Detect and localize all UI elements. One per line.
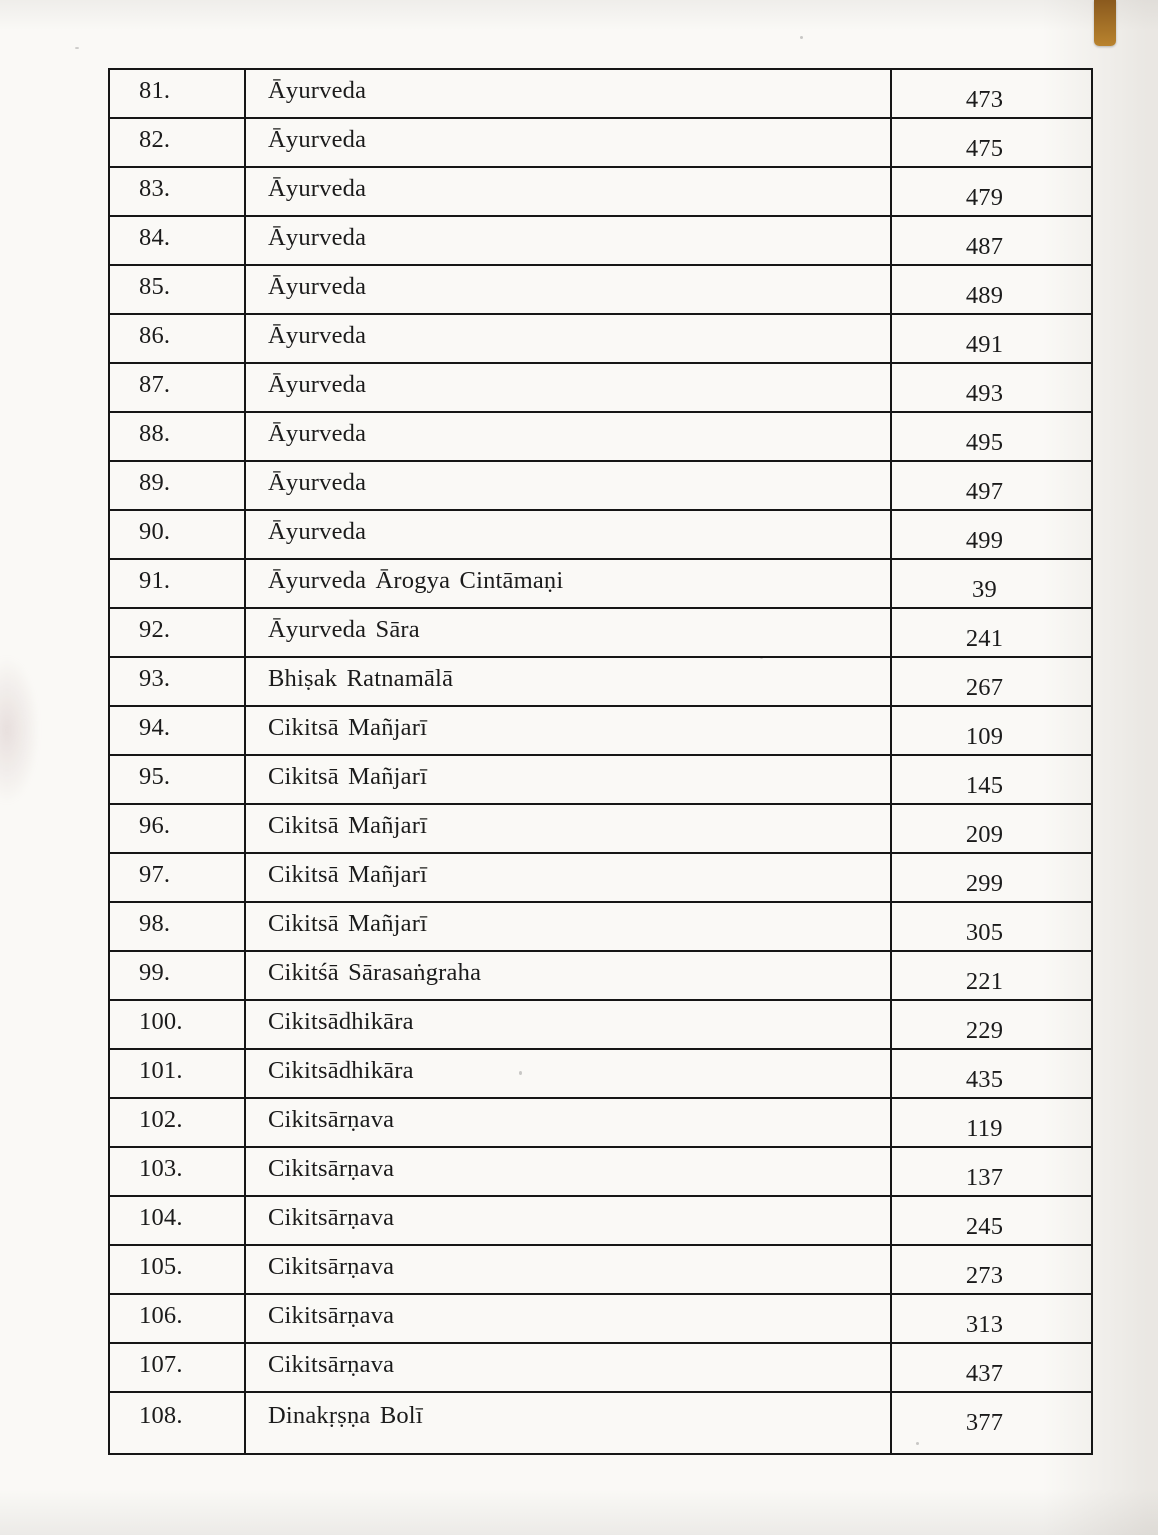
page-number-cell: 435 (891, 1049, 1092, 1098)
title-cell: Cikitsā Mañjarī (245, 804, 891, 853)
serial-number-cell: 102. (109, 1098, 245, 1147)
table-row (109, 265, 1092, 314)
page-number-cell: 229 (891, 1000, 1092, 1049)
table-row (109, 951, 1092, 1000)
page-number-cell: 305 (891, 902, 1092, 951)
page-number-cell: 437 (891, 1343, 1092, 1392)
title-cell: Bhiṣak Ratnamālā (245, 657, 891, 706)
page-number-cell: 119 (891, 1098, 1092, 1147)
serial-number-cell: 87. (109, 363, 245, 412)
table-row (109, 853, 1092, 902)
title-cell: Cikitsārṇava (245, 1245, 891, 1294)
table-row (109, 1098, 1092, 1147)
title-cell: Āyurveda (245, 363, 891, 412)
table-row (109, 1000, 1092, 1049)
title-cell: Cikitsādhikāra (245, 1049, 891, 1098)
title-cell: Āyurveda (245, 461, 891, 510)
serial-number-cell: 82. (109, 118, 245, 167)
page-number-cell: 241 (891, 608, 1092, 657)
table-row (109, 314, 1092, 363)
page-number-cell: 273 (891, 1245, 1092, 1294)
page-number-cell: 479 (891, 167, 1092, 216)
scan-smudge-artifact (0, 655, 40, 805)
serial-number-cell: 105. (109, 1245, 245, 1294)
title-cell: Cikitsārṇava (245, 1098, 891, 1147)
table-row (109, 1245, 1092, 1294)
page-number-cell: 145 (891, 755, 1092, 804)
serial-number-cell: 106. (109, 1294, 245, 1343)
page-number-cell: 209 (891, 804, 1092, 853)
manuscript-index-table (108, 68, 1093, 1455)
serial-number-cell: 83. (109, 167, 245, 216)
title-cell: Dinakṛṣṇa Bolī (245, 1392, 891, 1454)
serial-number-cell: 107. (109, 1343, 245, 1392)
title-cell: Cikitśā Sārasaṅgraha (245, 951, 891, 1000)
serial-number-cell: 101. (109, 1049, 245, 1098)
table-row (109, 1196, 1092, 1245)
serial-number-cell: 99. (109, 951, 245, 1000)
serial-number-cell: 97. (109, 853, 245, 902)
serial-number-cell: 92. (109, 608, 245, 657)
title-cell: Āyurveda (245, 314, 891, 363)
table-row (109, 902, 1092, 951)
table-row (109, 510, 1092, 559)
table-row (109, 657, 1092, 706)
table-row (109, 412, 1092, 461)
scan-speck (75, 47, 79, 49)
serial-number-cell: 96. (109, 804, 245, 853)
table-row (109, 755, 1092, 804)
serial-number-cell: 100. (109, 1000, 245, 1049)
table-row (109, 608, 1092, 657)
page-number-cell: 473 (891, 69, 1092, 118)
table-row (109, 1392, 1092, 1454)
serial-number-cell: 95. (109, 755, 245, 804)
page-number-cell: 299 (891, 853, 1092, 902)
table-row (109, 1294, 1092, 1343)
page-number-cell: 491 (891, 314, 1092, 363)
title-cell: Āyurveda (245, 412, 891, 461)
serial-number-cell: 91. (109, 559, 245, 608)
table-row (109, 559, 1092, 608)
page-number-cell: 377 (891, 1392, 1092, 1454)
serial-number-cell: 104. (109, 1196, 245, 1245)
title-cell: Cikitsārṇava (245, 1147, 891, 1196)
table-row (109, 1343, 1092, 1392)
page-number-cell: 221 (891, 951, 1092, 1000)
table-row (109, 118, 1092, 167)
serial-number-cell: 94. (109, 706, 245, 755)
page-number-cell: 489 (891, 265, 1092, 314)
serial-number-cell: 90. (109, 510, 245, 559)
serial-number-cell: 108. (109, 1392, 245, 1454)
page-number-cell: 495 (891, 412, 1092, 461)
table-row (109, 363, 1092, 412)
table-row (109, 1147, 1092, 1196)
serial-number-cell: 86. (109, 314, 245, 363)
title-cell: Āyurveda Ārogya Cintāmaṇi (245, 559, 891, 608)
title-cell: Cikitsā Mañjarī (245, 706, 891, 755)
serial-number-cell: 103. (109, 1147, 245, 1196)
table-row (109, 804, 1092, 853)
table-row (109, 167, 1092, 216)
serial-number-cell: 98. (109, 902, 245, 951)
page-number-cell: 499 (891, 510, 1092, 559)
page-number-cell: 493 (891, 363, 1092, 412)
title-cell: Cikitsā Mañjarī (245, 902, 891, 951)
title-cell: Āyurveda (245, 265, 891, 314)
title-cell: Āyurveda (245, 510, 891, 559)
table-row (109, 216, 1092, 265)
title-cell: Āyurveda (245, 167, 891, 216)
title-cell: Cikitsārṇava (245, 1343, 891, 1392)
title-cell: Āyurveda (245, 216, 891, 265)
page-number-cell: 39 (891, 559, 1092, 608)
title-cell: Cikitsārṇava (245, 1294, 891, 1343)
table-row (109, 706, 1092, 755)
serial-number-cell: 81. (109, 69, 245, 118)
page-number-cell: 109 (891, 706, 1092, 755)
scan-corner-artifact (1094, 0, 1116, 46)
table-row (109, 69, 1092, 118)
page-number-cell: 313 (891, 1294, 1092, 1343)
table-body (109, 69, 1092, 1454)
page-number-cell: 487 (891, 216, 1092, 265)
title-cell: Āyurveda Sāra (245, 608, 891, 657)
page-number-cell: 245 (891, 1196, 1092, 1245)
page-number-cell: 267 (891, 657, 1092, 706)
table-row (109, 461, 1092, 510)
serial-number-cell: 85. (109, 265, 245, 314)
serial-number-cell: 89. (109, 461, 245, 510)
title-cell: Āyurveda (245, 69, 891, 118)
table-row (109, 1049, 1092, 1098)
page-number-cell: 497 (891, 461, 1092, 510)
page-number-cell: 137 (891, 1147, 1092, 1196)
serial-number-cell: 93. (109, 657, 245, 706)
serial-number-cell: 84. (109, 216, 245, 265)
scan-speck (800, 36, 803, 39)
serial-number-cell: 88. (109, 412, 245, 461)
title-cell: Cikitsā Mañjarī (245, 853, 891, 902)
title-cell: Cikitsārṇava (245, 1196, 891, 1245)
page-number-cell: 475 (891, 118, 1092, 167)
title-cell: Āyurveda (245, 118, 891, 167)
title-cell: Cikitsādhikāra (245, 1000, 891, 1049)
title-cell: Cikitsā Mañjarī (245, 755, 891, 804)
